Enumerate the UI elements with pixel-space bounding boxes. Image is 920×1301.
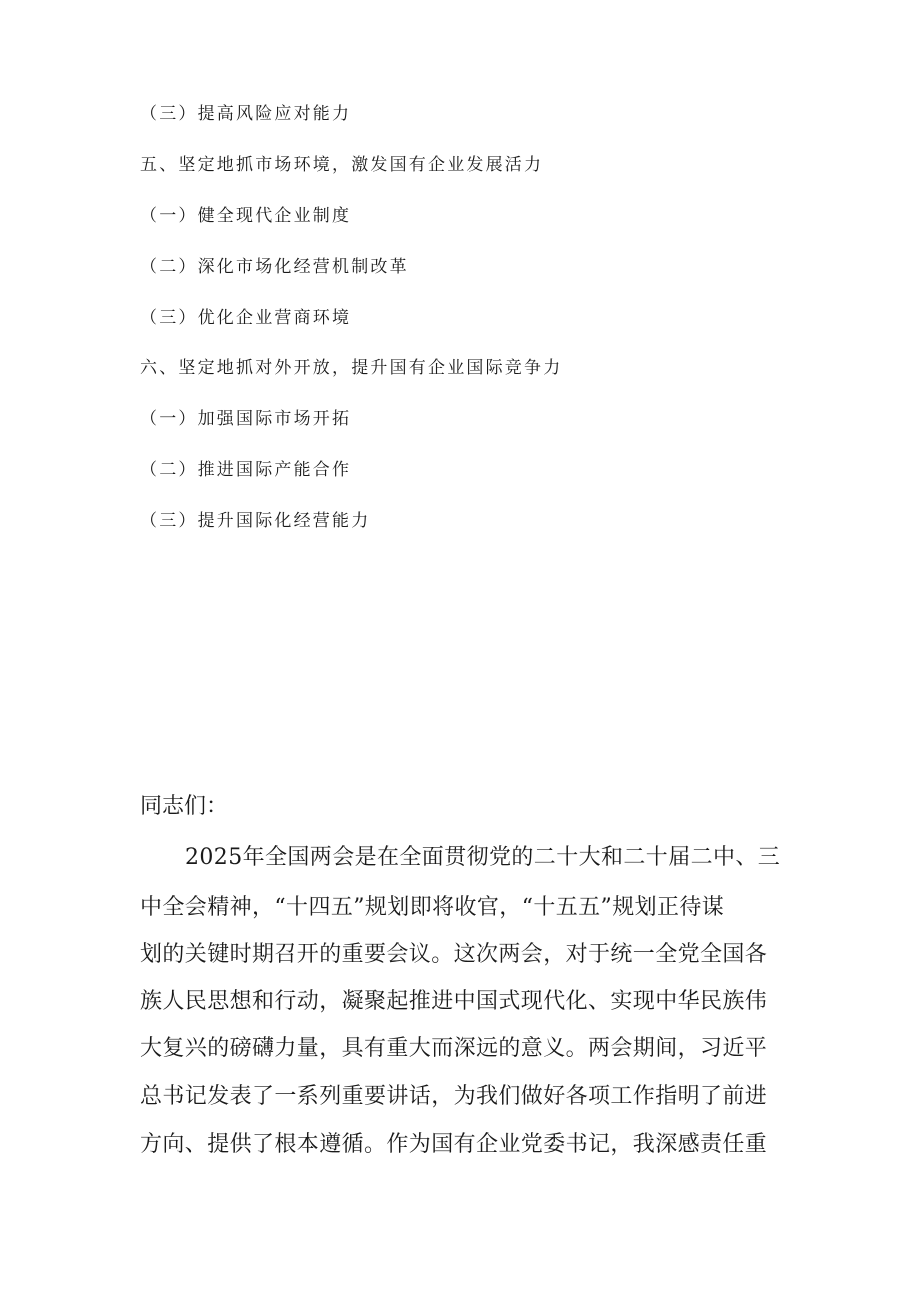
outline-item: （一）加强国际市场开拓 xyxy=(140,409,352,429)
paragraph-line: 总书记发表了一系列重要讲话，为我们做好各项工作指明了前进 xyxy=(140,1084,768,1109)
paragraph-line: 中全会精神，“十四五”规划即将收官，“十五五”规划正待谋 xyxy=(140,895,725,920)
outline-item: （二）深化市场化经营机制改革 xyxy=(140,257,409,277)
paragraph-line: 划的关键时期召开的重要会议。这次两会，对于统一全党全国各 xyxy=(140,942,768,967)
paragraph-line: 方向、提供了根本遵循。作为国有企业党委书记，我深感责任重 xyxy=(140,1132,768,1157)
outline-item: （二）推进国际产能合作 xyxy=(140,460,352,480)
paragraph-line: 族人民思想和行动，凝聚起推进中国式现代化、实现中华民族伟 xyxy=(140,989,768,1014)
salutation: 同志们： xyxy=(140,794,229,819)
outline-item: （三）提高风险应对能力 xyxy=(140,104,352,124)
paragraph-line: 2025年全国两会是在全面贯彻党的二十大和二十届二中、三 xyxy=(185,845,781,870)
outline-item: （三）提升国际化经营能力 xyxy=(140,511,371,531)
outline-item: （三）优化企业营商环境 xyxy=(140,308,352,328)
outline-item: （一）健全现代企业制度 xyxy=(140,206,352,226)
paragraph-line: 大复兴的磅礴力量，具有重大而深远的意义。两会期间，习近平 xyxy=(140,1036,768,1061)
outline-heading: 六、坚定地抓对外开放，提升国有企业国际竞争力 xyxy=(140,358,563,378)
outline-heading: 五、坚定地抓市场环境，激发国有企业发展活力 xyxy=(140,155,544,175)
